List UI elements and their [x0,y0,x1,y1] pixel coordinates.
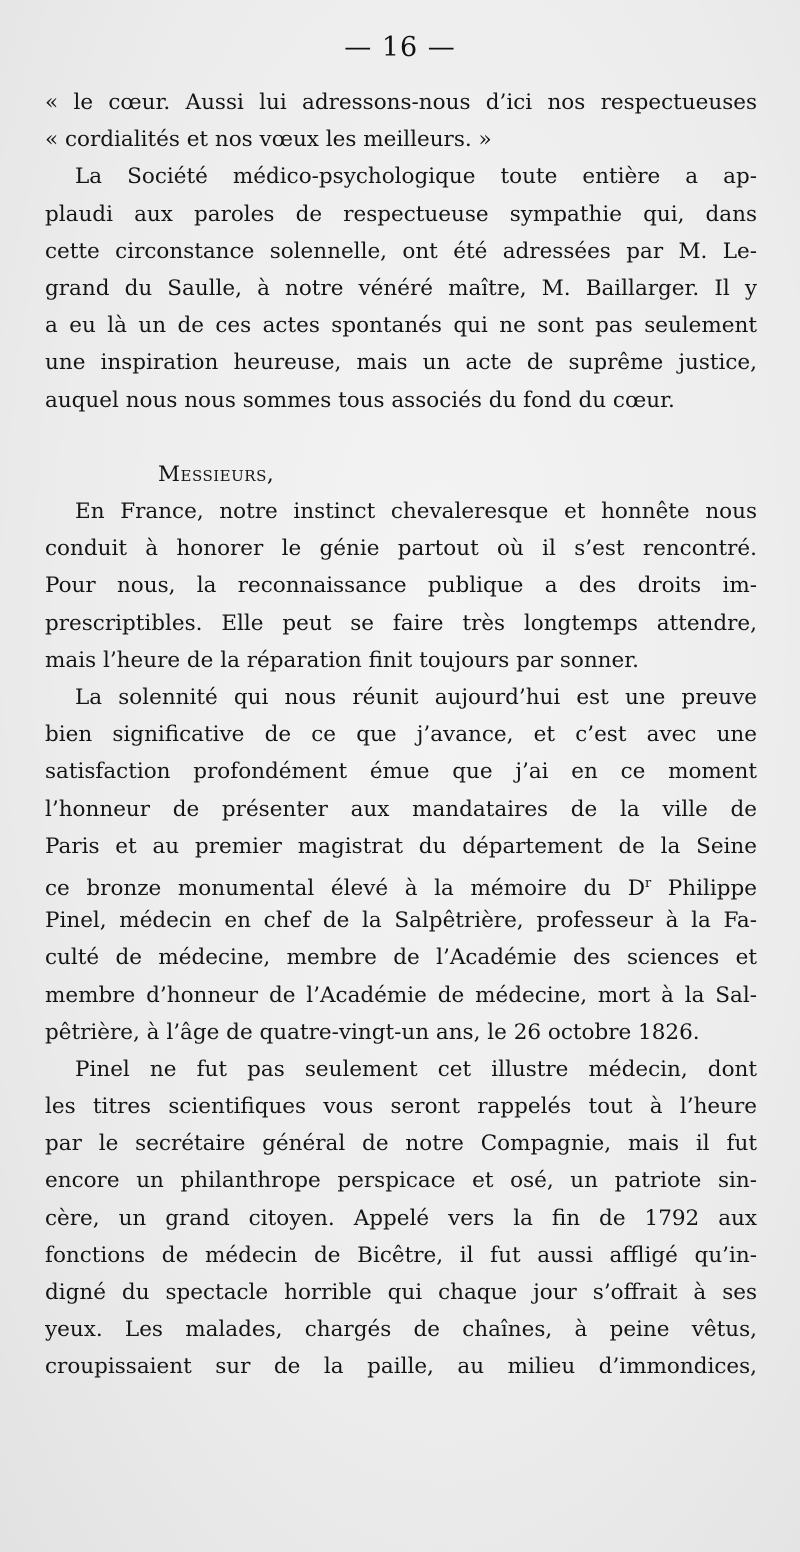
text-line: prescriptibles. Elle peut se faire très longtemps attendre, [45,610,757,636]
text-line: bien significative de ce que j’avance, et c’est avec une [45,722,757,748]
text-line: « cordialités et nos vœux les meilleurs. » [45,127,492,153]
text-line: auquel nous nous sommes tous associés du fond du cœur. [45,387,675,413]
text-line: pêtrière, à l’âge de quatre-vingt-un ans, le 26 octobre 1826. [45,1019,700,1045]
section-heading: Messieurs, [158,461,275,487]
text-line: digné du spectacle horrible qui chaque jour s’offrait à ses [45,1280,757,1305]
text-line: cette circonstance solennelle, ont été adressées par M. Le- [45,238,757,264]
text-line: par le secrétaire général de notre Compagnie, mais il fut [45,1131,757,1157]
text-line: La solennité qui nous réunit aujourd’hui est une preuve [75,685,757,710]
text-line: l’honneur de présenter aux mandataires de la ville de [45,796,757,822]
blank-line [45,419,757,456]
text-line: croupissaient sur de la paille, au milieu d’immondices, [45,1354,757,1380]
text-line: fonctions de médecin de Bicêtre, il fut aussi affligé qu’in- [45,1242,757,1268]
text-line: les titres scientifiques vous seront rappelés tout à l’heure [45,1094,757,1120]
text-line: Paris et au premier magistrat du département de la Seine [45,833,757,859]
text-line: En France, notre instinct chevaleresque et honnête nous [75,499,757,525]
body-text [45,84,757,1386]
text-line: yeux. Les malades, chargés de chaînes, à peine vêtus, [45,1317,757,1343]
text-line: membre d’honneur de l’Académie de médecine, mort à la Sal- [45,982,757,1008]
text-line: a eu là un de ces actes spontanés qui ne sont pas seulement [45,313,757,339]
text-line: La Société médico-psychologique toute entière a ap- [75,164,757,190]
text-line: Pour nous, la reconnaissance publique a des droits im- [45,573,757,599]
text-line: Pinel ne fut pas seulement cet illustre médecin, dont [75,1056,757,1082]
page-number: — 16 — [344,32,456,63]
text-line: « le cœur. Aussi lui adressons-nous d’ici nos respectueuses [45,90,757,115]
text-line: grand du Saulle, à notre vénéré maître, M. Baillarger. Il y [45,275,757,301]
text-line: encore un philanthrope perspicace et osé, un patriote sin- [45,1168,757,1194]
text-line: satisfaction profondément émue que j’ai en ce moment [45,759,757,785]
text-line: mais l’heure de la réparation finit toujours par sonner. [45,647,639,673]
text-line: Pinel, médecin en chef de la Salpêtrière, professeur à la Fa- [45,908,757,934]
text-line: plaudi aux paroles de respectueuse sympathie qui, dans [45,201,757,227]
text-line: ce bronze monumental élevé à la mémoire du $D^r$ Philippe [45,875,757,902]
text-line: une inspiration heureuse, mais un acte de suprême justice, [45,350,757,376]
text-line: cère, un grand citoyen. Appelé vers la fin de 1792 aux [45,1205,757,1231]
text-line: conduit à honorer le génie partout où il s’est rencontré. [45,536,757,562]
text-line: culté de médecine, membre de l’Académie des sciences et [45,945,757,971]
